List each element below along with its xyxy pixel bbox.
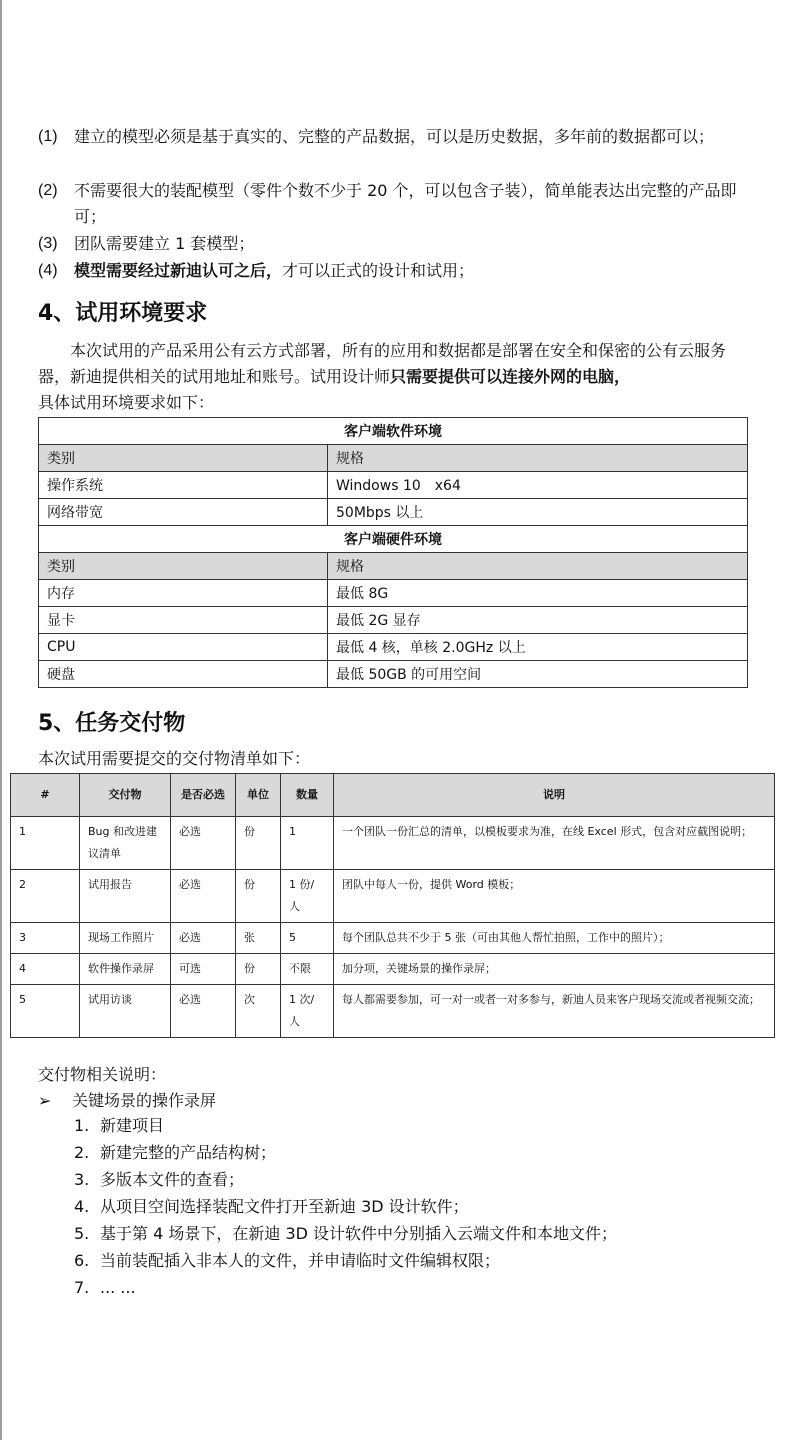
table-row — [39, 634, 748, 661]
deliverables-table — [10, 773, 775, 1038]
requirement-text: 团队需要建立 1 套模型； — [74, 234, 255, 253]
idx-cell: 5 — [11, 985, 80, 1038]
qty-cell: 不限 — [281, 954, 334, 985]
section-4-paragraph — [38, 338, 750, 416]
environment-table — [38, 417, 748, 688]
desc-cell: 每个团队总共不少于 5 张（可由其他人帮忙拍照，工作中的照片）； — [334, 923, 775, 954]
item-cell: Bug 和改进建议清单 — [80, 817, 171, 870]
table-row — [11, 870, 775, 923]
paragraph-normal-text: 本次试用的产品采用公有云方式部署，所有的应用和数据都是部署在安全和保密的公有云服务器，新迪提供相关的试用地址和账号。试用设计师 — [38, 341, 727, 386]
section-5-heading: 5、任务交付物 — [38, 711, 186, 736]
category-cell: 内存 — [39, 580, 328, 607]
step-text: 多版本文件的查看； — [100, 1170, 245, 1189]
qty-cell: 1 份/人 — [281, 870, 334, 923]
list-item — [74, 1220, 617, 1247]
step-number: 2. — [74, 1143, 90, 1162]
col-desc-header: 说明 — [334, 774, 775, 817]
item-cell: 现场工作照片 — [80, 923, 171, 954]
bullet-text: 关键场景的操作录屏 — [72, 1091, 217, 1110]
spec-cell: 最低 50GB 的可用空间 — [328, 661, 748, 688]
step-text: ... ... — [100, 1278, 136, 1297]
table-row — [39, 607, 748, 634]
step-number: 7. — [74, 1278, 90, 1297]
step-number: 5. — [74, 1224, 90, 1243]
col-unit-header: 单位 — [236, 774, 281, 817]
spec-cell: 最低 8G — [328, 580, 748, 607]
table-row — [11, 817, 775, 870]
category-cell: CPU — [39, 634, 328, 661]
paragraph-end-text: 具体试用环境要求如下： — [38, 393, 215, 412]
qty-cell: 1 次/人 — [281, 985, 334, 1038]
required-cell: 必选 — [171, 870, 236, 923]
category-cell: 网络带宽 — [39, 499, 328, 526]
spec-cell: 最低 2G 显存 — [328, 607, 748, 634]
step-text: 基于第 4 场景下，在新迪 3D 设计软件中分别插入云端文件和本地文件； — [100, 1224, 618, 1243]
paragraph-bold-text: 只需要提供可以连接外网的电脑， — [390, 367, 631, 386]
required-cell: 必选 — [171, 817, 236, 870]
requirement-item — [38, 178, 758, 230]
requirement-text: 建立的模型必须是基于真实的、完整的产品数据，可以是历史数据，多年前的数据都可以； — [74, 127, 715, 146]
list-item — [74, 1139, 617, 1166]
table-row — [39, 499, 748, 526]
category-header: 类别 — [39, 553, 328, 580]
category-cell: 硬盘 — [39, 661, 328, 688]
idx-cell: 3 — [11, 923, 80, 954]
table-row — [39, 580, 748, 607]
table-row — [11, 985, 775, 1038]
unit-cell: 份 — [236, 817, 281, 870]
requirement-bold-text: 模型需要经过新迪认可之后， — [74, 261, 283, 280]
unit-cell: 张 — [236, 923, 281, 954]
step-text: 当前装配插入非本人的文件，并申请临时文件编辑权限； — [100, 1251, 501, 1270]
section-4-heading: 4、试用环境要求 — [38, 301, 208, 326]
arrow-bullet-icon: ➢ — [38, 1091, 52, 1110]
software-env-title: 客户端软件环境 — [39, 418, 748, 445]
step-number: 6. — [74, 1251, 90, 1270]
list-item — [74, 1247, 617, 1274]
idx-cell: 2 — [11, 870, 80, 923]
table-row — [39, 661, 748, 688]
qty-cell: 1 — [281, 817, 334, 870]
list-item — [74, 1274, 617, 1301]
steps-list — [74, 1112, 617, 1301]
required-cell: 必选 — [171, 985, 236, 1038]
required-cell: 可选 — [171, 954, 236, 985]
table-row — [39, 472, 748, 499]
desc-cell: 加分项，关键场景的操作录屏； — [334, 954, 775, 985]
col-item-header: 交付物 — [80, 774, 171, 817]
desc-cell: 团队中每人一份，提供 Word 模板； — [334, 870, 775, 923]
step-text: 新建项目 — [100, 1116, 165, 1135]
requirement-number: (2) — [38, 182, 58, 199]
idx-cell: 1 — [11, 817, 80, 870]
requirement-item — [38, 258, 758, 284]
step-text: 从项目空间选择装配文件打开至新迪 3D 设计软件； — [100, 1197, 469, 1216]
requirement-number: (3) — [38, 235, 58, 252]
requirement-text — [74, 258, 758, 284]
spec-cell: 最低 4 核，单核 2.0GHz 以上 — [328, 634, 748, 661]
requirement-rest-text: 才可以正式的设计和试用； — [282, 261, 475, 280]
category-cell: 操作系统 — [39, 472, 328, 499]
idx-cell: 4 — [11, 954, 80, 985]
step-number: 3. — [74, 1170, 90, 1189]
category-cell: 显卡 — [39, 607, 328, 634]
step-number: 1. — [74, 1116, 90, 1135]
spec-cell: Windows 10 x64 — [328, 472, 748, 499]
spec-header: 规格 — [328, 445, 748, 472]
requirement-text: 不需要很大的装配模型（零件个数不少于 20 个，可以包含子装），简单能表达出完整的产品即可； — [74, 181, 737, 226]
unit-cell: 次 — [236, 985, 281, 1038]
unit-cell: 份 — [236, 954, 281, 985]
col-idx-header: # — [11, 774, 80, 817]
col-required-header: 是否必选 — [171, 774, 236, 817]
table-row — [11, 923, 775, 954]
table-row — [11, 954, 775, 985]
notes-bullet — [38, 1088, 216, 1111]
item-cell: 试用报告 — [80, 870, 171, 923]
desc-cell: 一个团队一份汇总的清单，以模板要求为准，在线 Excel 形式，包含对应截图说明； — [334, 817, 775, 870]
notes-title: 交付物相关说明： — [38, 1065, 167, 1084]
requirement-number: (1) — [38, 128, 58, 145]
requirement-item — [38, 231, 758, 257]
section-5-intro: 本次试用需要提交的交付物清单如下： — [38, 749, 311, 768]
spec-cell: 50Mbps 以上 — [328, 499, 748, 526]
desc-cell: 每人都需要参加，可一对一或者一对多参与，新迪人员来客户现场交流或者视频交流； — [334, 985, 775, 1038]
unit-cell: 份 — [236, 870, 281, 923]
qty-cell: 5 — [281, 923, 334, 954]
col-qty-header: 数量 — [281, 774, 334, 817]
item-cell: 试用访谈 — [80, 985, 171, 1038]
hardware-env-title: 客户端硬件环境 — [39, 526, 748, 553]
list-item — [74, 1112, 617, 1139]
required-cell: 必选 — [171, 923, 236, 954]
left-edge-line — [0, 0, 2, 1440]
list-item — [74, 1166, 617, 1193]
requirement-item — [38, 124, 758, 150]
list-item — [74, 1193, 617, 1220]
item-cell: 软件操作录屏 — [80, 954, 171, 985]
step-number: 4. — [74, 1197, 90, 1216]
category-header: 类别 — [39, 445, 328, 472]
spec-header: 规格 — [328, 553, 748, 580]
step-text: 新建完整的产品结构树； — [100, 1143, 277, 1162]
requirement-number: (4) — [38, 262, 58, 279]
